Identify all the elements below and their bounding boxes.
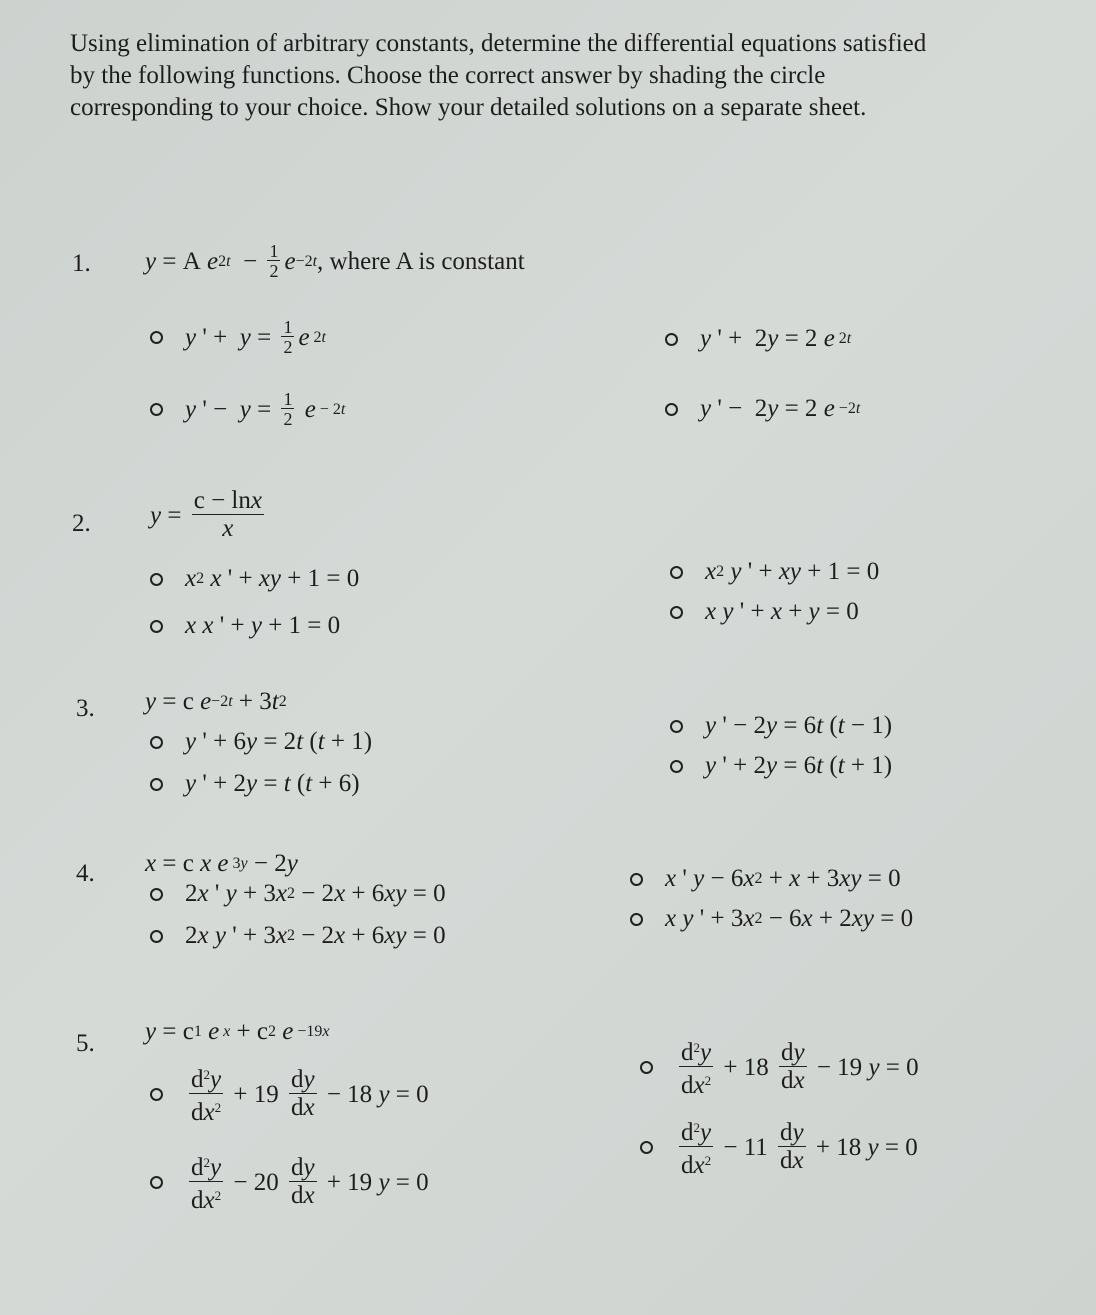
q3-option-a-circle[interactable] [150, 736, 163, 749]
question-3-function: y = c e −2t + 3 t 2 [145, 688, 287, 715]
q3-option-c-circle[interactable] [150, 778, 163, 791]
q5-option-c-circle[interactable] [150, 1176, 163, 1189]
question-2-number: 2. [72, 510, 91, 537]
q5-option-b-circle[interactable] [640, 1061, 653, 1074]
question-4-function: x = c x e 3y − 2 y [145, 850, 298, 877]
q1-option-b[interactable]: y ' + 2 y = 2 e 2t [665, 325, 851, 353]
q2-option-d[interactable]: x y ' + x + y = 0 [670, 598, 859, 626]
q2-option-a-circle[interactable] [150, 573, 163, 586]
q5-option-a-circle[interactable] [150, 1088, 163, 1101]
q1-option-b-circle[interactable] [665, 333, 678, 346]
q1-option-c[interactable]: y ' − y = $\frac{1}{2}$ e − 2t [150, 390, 345, 429]
q1-option-d[interactable]: y ' − 2 y = 2 e −2t [665, 395, 860, 423]
q4-option-c-circle[interactable] [150, 930, 163, 943]
instructions-text: Using elimination of arbitrary constants, determine the differential equations satisfied by the following functions. Choose the correct answer by shading the circle corresponding to your choice. Show your detailed solutions on a separate sheet. [70, 30, 927, 121]
q5-option-b[interactable]: $\frac{d^2y}{dx^2}$ + 18 $\frac{dy}{dx}$ − 19 y = 0 [640, 1035, 919, 1100]
question-3-number: 3. [76, 695, 95, 722]
question-1-function: y = A e 2t − $\frac{1}{2}$ e −2t , where A is constant [145, 241, 525, 281]
q4-option-b-circle[interactable] [630, 873, 643, 886]
q5-option-d[interactable]: $\frac{d^2y}{dx^2}$ − 11 $\frac{dy}{dx}$ + 18 y = 0 [640, 1115, 918, 1180]
q3-option-a[interactable]: y ' + 6 y = 2 t ( t + 1) [150, 728, 372, 756]
q1-option-d-circle[interactable] [665, 403, 678, 416]
q4-option-d-circle[interactable] [630, 913, 643, 926]
q3-option-d-circle[interactable] [670, 760, 683, 773]
q4-option-a-circle[interactable] [150, 888, 163, 901]
q2-option-b-circle[interactable] [670, 566, 683, 579]
q3-option-b-circle[interactable] [670, 720, 683, 733]
question-4-number: 4. [76, 860, 95, 887]
q3-option-b[interactable]: y ' − 2 y = 6 t ( t − 1) [670, 712, 892, 740]
q5-option-c[interactable]: $\frac{d^2y}{dx^2}$ − 20 $\frac{dy}{dx}$ + 19 y = 0 [150, 1150, 429, 1215]
q4-option-d[interactable]: x y ' + 3 x 2 − 6 x + 2 xy = 0 [630, 905, 913, 933]
q2-option-c[interactable]: x x ' + y + 1 = 0 [150, 612, 340, 640]
q4-option-a[interactable]: 2 x ' y + 3 x 2 − 2 x + 6 xy = 0 [150, 880, 446, 908]
q1-option-a-circle[interactable] [150, 331, 163, 344]
question-1-note: , where A is constant [317, 247, 525, 275]
q1-option-c-circle[interactable] [150, 403, 163, 416]
q3-option-d[interactable]: y ' + 2 y = 6 t ( t + 1) [670, 752, 892, 780]
q5-option-d-circle[interactable] [640, 1141, 653, 1154]
q2-option-b[interactable]: x 2 y ' + xy + 1 = 0 [670, 558, 879, 586]
q4-option-b[interactable]: x ' y − 6 x 2 + x + 3 xy = 0 [630, 865, 901, 893]
q3-option-c[interactable]: y ' + 2 y = t ( t + 6) [150, 770, 360, 798]
q1-option-a[interactable]: y ' + y = $\frac{1}{2}$ e 2t [150, 318, 326, 357]
q2-option-c-circle[interactable] [150, 620, 163, 633]
q5-option-a[interactable]: $\frac{d^2y}{dx^2}$ + 19 $\frac{dy}{dx}$ − 18 y = 0 [150, 1062, 429, 1127]
question-5-function: y = c 1 e x + c 2 e −19x [145, 1018, 330, 1045]
question-2-function: y = $\frac{c - \ln x}{x}$ [150, 487, 262, 542]
q2-option-a[interactable]: x 2 x ' + xy + 1 = 0 [150, 565, 359, 593]
question-1-number: 1. [72, 250, 91, 277]
q4-option-c[interactable]: 2 x y ' + 3 x 2 − 2 x + 6 xy = 0 [150, 922, 446, 950]
question-5-number: 5. [76, 1030, 95, 1057]
q2-option-d-circle[interactable] [670, 606, 683, 619]
